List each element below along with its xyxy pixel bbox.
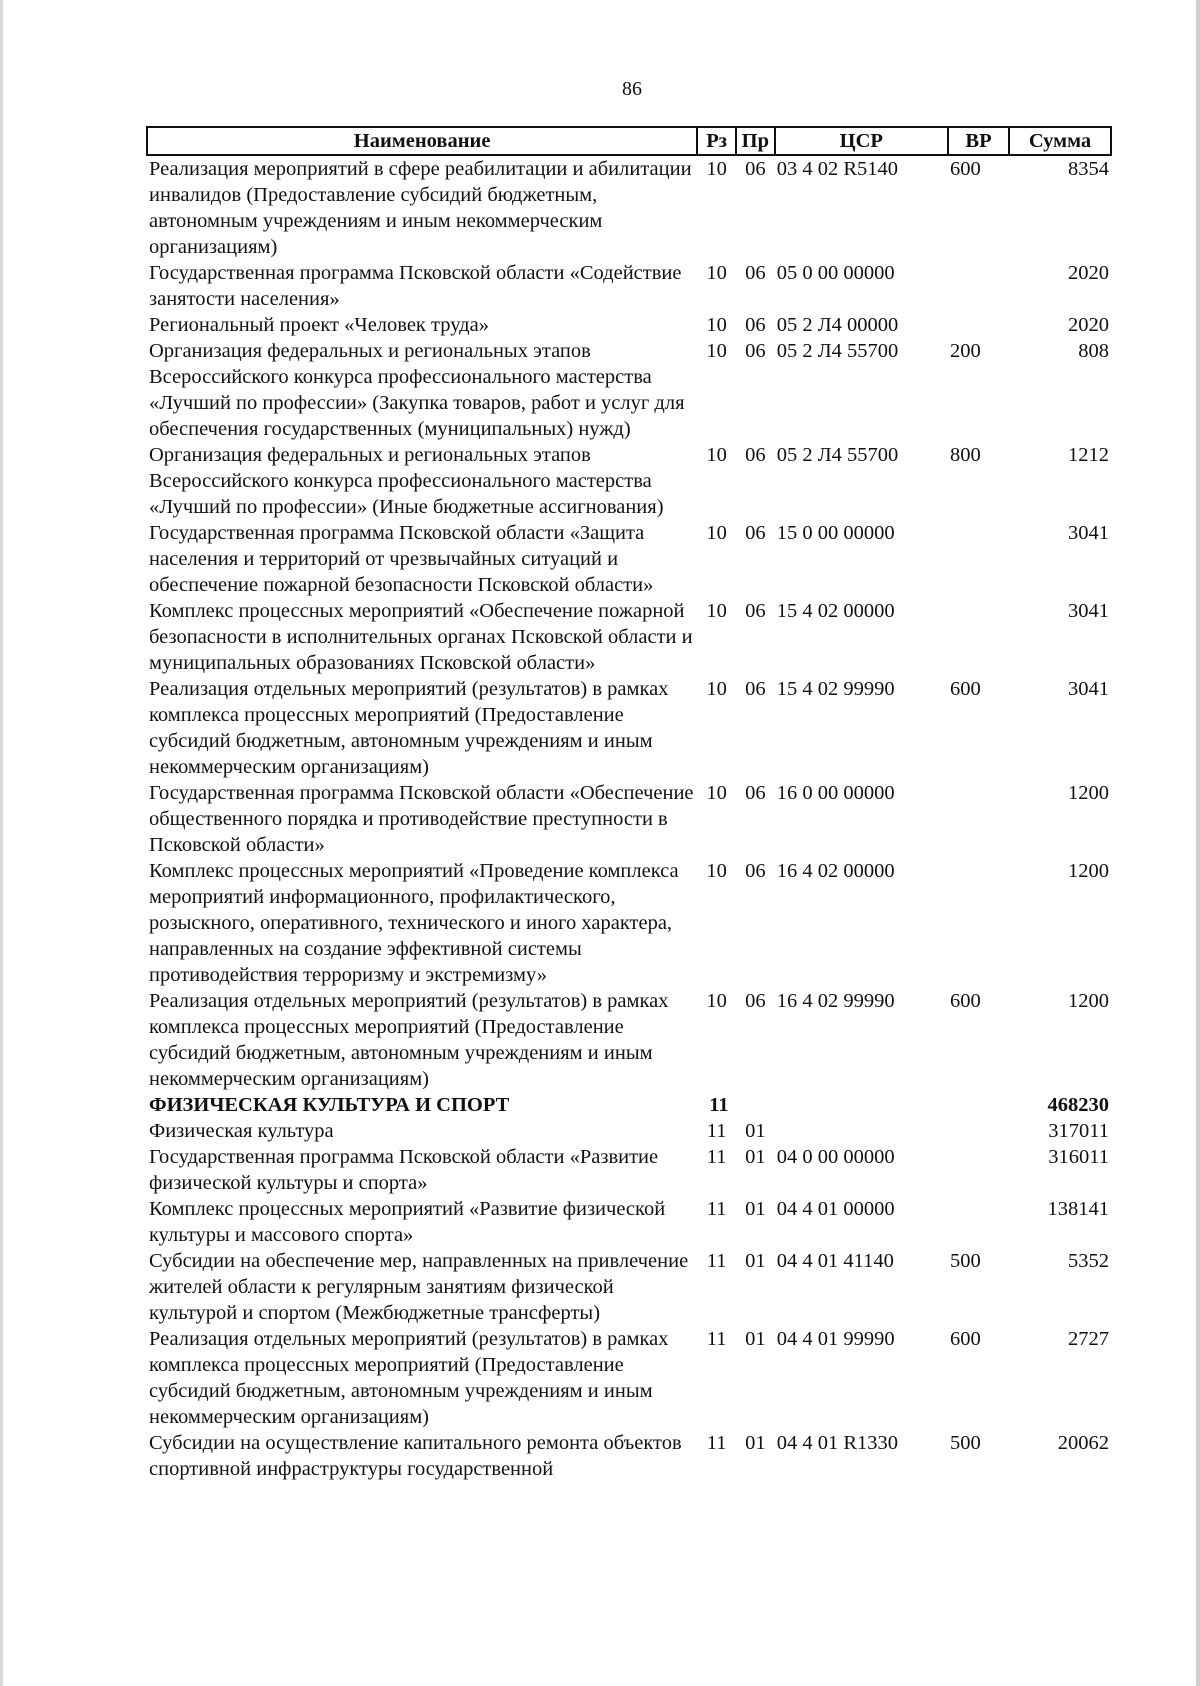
cell-pr: 06 <box>745 262 766 284</box>
cell-csr: 16 4 02 99990 <box>776 990 895 1012</box>
scan-edge-right <box>1196 0 1200 1686</box>
cell-csr: 05 2 Л4 55700 <box>776 444 899 466</box>
cell-vr: 500 <box>949 1250 981 1272</box>
header-csr: ЦСР <box>775 127 948 155</box>
table-row <box>147 780 1111 858</box>
cell-name: Комплекс процессных мероприятий «Развитие физической культуры и массового спорта» <box>149 1198 666 1246</box>
cell-rz: 10 <box>706 678 727 700</box>
table-row <box>147 676 1111 780</box>
cell-sum: 20062 <box>1057 1432 1109 1454</box>
cell-vr <box>948 1196 1009 1248</box>
cell-rz: 10 <box>706 340 727 362</box>
cell-sum: 316011 <box>1048 1146 1109 1168</box>
cell-vr: 200 <box>949 340 981 362</box>
page-number: 86 <box>622 78 642 100</box>
cell-csr: 16 4 02 00000 <box>776 860 895 882</box>
cell-pr: 06 <box>745 990 766 1012</box>
cell-rz: 10 <box>706 522 727 544</box>
cell-name: Организация федеральных и региональных этапов Всероссийского конкурса профессионального мастерства «Лучший по профессии» (Закупка товаров, работ и услуг для обеспечения государственных (муниципальных) нужд) <box>149 340 685 440</box>
cell-name: ФИЗИЧЕСКАЯ КУЛЬТУРА И СПОРТ <box>149 1094 510 1116</box>
table-row <box>147 260 1111 312</box>
cell-rz: 10 <box>706 314 727 336</box>
header-sum: Сумма <box>1009 127 1111 155</box>
cell-csr: 05 2 Л4 55700 <box>776 340 899 362</box>
cell-sum: 317011 <box>1048 1120 1109 1142</box>
cell-sum: 8354 <box>1068 158 1109 180</box>
cell-pr <box>736 1092 775 1118</box>
table-row <box>147 1118 1111 1144</box>
cell-vr <box>948 780 1009 858</box>
cell-pr: 01 <box>745 1328 766 1350</box>
table-row <box>147 520 1111 598</box>
cell-pr: 06 <box>745 444 766 466</box>
cell-pr: 06 <box>745 782 766 804</box>
cell-csr: 04 4 01 R1330 <box>776 1432 899 1454</box>
cell-sum: 2020 <box>1068 314 1109 336</box>
cell-pr: 06 <box>745 860 766 882</box>
cell-name: Субсидии на осуществление капитального ремонта объектов спортивной инфраструктуры государственной <box>149 1432 682 1480</box>
cell-rz: 10 <box>706 158 727 180</box>
cell-csr: 04 4 01 99990 <box>776 1328 895 1350</box>
cell-rz: 11 <box>709 1094 729 1116</box>
cell-pr: 06 <box>745 340 766 362</box>
cell-sum: 1200 <box>1068 782 1109 804</box>
section-row <box>147 1092 1111 1118</box>
cell-vr <box>948 1092 1009 1118</box>
cell-name: Субсидии на обеспечение мер, направленных на привлечение жителей области к регулярным занятиям физической культурой и спортом (Межбюджетные трансферты) <box>149 1250 689 1324</box>
table-row <box>147 338 1111 442</box>
cell-sum: 468230 <box>1047 1094 1109 1116</box>
header-row <box>147 127 1111 155</box>
cell-rz: 10 <box>706 600 727 622</box>
cell-pr: 01 <box>745 1250 766 1272</box>
cell-name: Реализация мероприятий в сфере реабилитации и абилитации инвалидов (Предоставление субсидий бюджетным, автономным учреждениям и иным некоммерческим организациям) <box>149 158 692 258</box>
cell-rz: 11 <box>706 1432 727 1454</box>
cell-sum: 3041 <box>1068 522 1109 544</box>
cell-vr <box>948 1144 1009 1196</box>
cell-name: Региональный проект «Человек труда» <box>149 314 489 336</box>
cell-pr: 06 <box>745 314 766 336</box>
cell-vr: 600 <box>949 678 981 700</box>
cell-rz: 11 <box>706 1328 727 1350</box>
header-vr: ВР <box>948 127 1009 155</box>
cell-sum: 138141 <box>1047 1198 1109 1220</box>
cell-vr: 600 <box>949 158 981 180</box>
cell-sum: 5352 <box>1068 1250 1109 1272</box>
cell-name: Государственная программа Псковской области «Обеспечение общественного порядка и противодействие преступности в Псковской области» <box>149 782 694 856</box>
table-row <box>147 598 1111 676</box>
cell-rz: 11 <box>706 1146 727 1168</box>
header-rz: Рз <box>697 127 736 155</box>
cell-vr <box>948 260 1009 312</box>
cell-csr <box>775 1118 948 1144</box>
cell-csr: 15 4 02 99990 <box>776 678 895 700</box>
cell-vr: 600 <box>949 990 981 1012</box>
budget-table <box>146 126 1112 1482</box>
cell-pr: 06 <box>745 600 766 622</box>
cell-rz: 10 <box>706 444 727 466</box>
cell-pr: 01 <box>745 1432 766 1454</box>
cell-name: Комплекс процессных мероприятий «Проведение комплекса мероприятий информационного, профилактического, розыскного, оперативного, технического и иного характера, направленных на создание эффективной системы противодействия терроризму и экстремизму» <box>149 860 679 986</box>
cell-pr: 01 <box>745 1120 766 1142</box>
cell-vr <box>948 858 1009 988</box>
cell-sum: 1200 <box>1068 990 1109 1012</box>
cell-csr: 04 0 00 00000 <box>776 1146 895 1168</box>
cell-vr <box>948 520 1009 598</box>
cell-sum: 1212 <box>1068 444 1109 466</box>
cell-name: Реализация отдельных мероприятий (результатов) в рамках комплекса процессных мероприятий (Предоставление субсидий бюджетным, автономным учреждениям и иным некоммерческим организациям) <box>149 1328 669 1428</box>
cell-rz: 11 <box>706 1120 727 1142</box>
cell-sum: 3041 <box>1068 678 1109 700</box>
cell-sum: 808 <box>1078 340 1109 362</box>
cell-vr <box>948 1118 1009 1144</box>
table-row <box>147 1196 1111 1248</box>
header-pr: Пр <box>736 127 775 155</box>
cell-name: Организация федеральных и региональных этапов Всероссийского конкурса профессионального мастерства «Лучший по профессии» (Иные бюджетные ассигнования) <box>149 444 664 518</box>
cell-pr: 06 <box>745 522 766 544</box>
table-header <box>147 127 1111 155</box>
table-row <box>147 442 1111 520</box>
cell-vr: 600 <box>949 1328 981 1350</box>
cell-vr <box>948 312 1009 338</box>
cell-rz: 10 <box>706 990 727 1012</box>
cell-name: Реализация отдельных мероприятий (результатов) в рамках комплекса процессных мероприятий (Предоставление субсидий бюджетным, автономным учреждениям и иным некоммерческим организациям) <box>149 678 669 778</box>
header-name: Наименование <box>147 127 697 155</box>
table-row <box>147 988 1111 1092</box>
table-row <box>147 1248 1111 1326</box>
cell-csr: 16 0 00 00000 <box>776 782 895 804</box>
table-row <box>147 312 1111 338</box>
cell-csr: 15 4 02 00000 <box>776 600 895 622</box>
cell-pr: 01 <box>745 1146 766 1168</box>
cell-name: Комплекс процессных мероприятий «Обеспечение пожарной безопасности в исполнительных органах Псковской области и муниципальных образованиях Псковской области» <box>149 600 693 674</box>
cell-rz: 11 <box>706 1198 727 1220</box>
table-row <box>147 1144 1111 1196</box>
cell-name: Государственная программа Псковской области «Содействие занятости населения» <box>149 262 682 310</box>
table-row <box>147 1326 1111 1430</box>
cell-vr <box>948 598 1009 676</box>
cell-name: Физическая культура <box>149 1120 334 1142</box>
cell-pr: 06 <box>745 158 766 180</box>
cell-csr: 05 0 00 00000 <box>776 262 895 284</box>
cell-vr: 500 <box>949 1432 981 1454</box>
cell-csr: 05 2 Л4 00000 <box>776 314 899 336</box>
cell-rz: 10 <box>706 262 727 284</box>
table-row <box>147 155 1111 260</box>
cell-csr: 04 4 01 00000 <box>776 1198 895 1220</box>
cell-name: Государственная программа Псковской области «Развитие физической культуры и спорта» <box>149 1146 659 1194</box>
cell-rz: 10 <box>706 860 727 882</box>
cell-sum: 2020 <box>1068 262 1109 284</box>
cell-name: Государственная программа Псковской области «Защита населения и территорий от чрезвычайных ситуаций и обеспечение пожарной безопасности Псковской области» <box>149 522 654 596</box>
cell-rz: 11 <box>706 1250 727 1272</box>
cell-pr: 01 <box>745 1198 766 1220</box>
scan-edge-left <box>0 0 3 1686</box>
cell-sum: 3041 <box>1068 600 1109 622</box>
cell-sum: 1200 <box>1068 860 1109 882</box>
cell-csr: 04 4 01 41140 <box>776 1250 894 1272</box>
cell-vr: 800 <box>949 444 981 466</box>
table-row <box>147 858 1111 988</box>
cell-sum: 2727 <box>1068 1328 1109 1350</box>
cell-csr <box>775 1092 948 1118</box>
cell-rz: 10 <box>706 782 727 804</box>
cell-csr: 15 0 00 00000 <box>776 522 895 544</box>
cell-pr: 06 <box>745 678 766 700</box>
table-row <box>147 1430 1111 1482</box>
cell-csr: 03 4 02 R5140 <box>776 158 899 180</box>
table-body <box>147 155 1111 1482</box>
cell-name: Реализация отдельных мероприятий (результатов) в рамках комплекса процессных мероприятий (Предоставление субсидий бюджетным, автономным учреждениям и иным некоммерческим организациям) <box>149 990 669 1090</box>
